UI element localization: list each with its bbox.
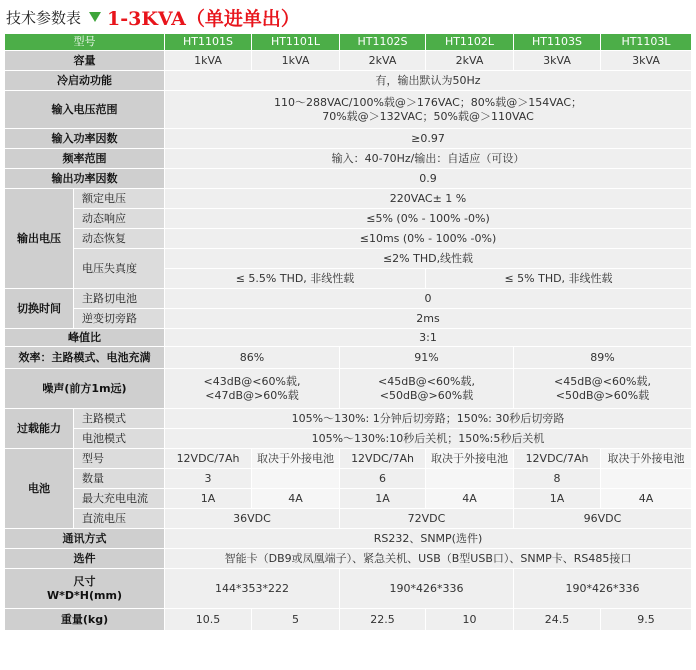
value-cell: 4A: [426, 489, 514, 509]
group-label: 电池: [5, 449, 74, 529]
value-cell: ≤ 5.5% THD, 非线性载: [165, 269, 426, 289]
sub-label: 直流电压: [74, 509, 165, 529]
value-cell: 105%～130%:10秒后关机；150%:5秒后关机: [165, 429, 692, 449]
table-row: [5, 149, 692, 169]
model-cell: HT1102L: [426, 34, 514, 51]
value-cell: [165, 369, 340, 409]
table-row: [5, 347, 692, 369]
value-cell: ≤ 5% THD, 非线性载: [426, 269, 692, 289]
value-cell: 105%～130%: 1分钟后切旁路；150%: 30秒后切旁路: [165, 409, 692, 429]
value-cell: 4A: [252, 489, 340, 509]
value-cell: 3:1: [165, 329, 692, 347]
value-cell: 144*353*222: [165, 569, 340, 609]
sub-label: 主路切电池: [74, 289, 165, 309]
row-label: 频率范围: [5, 149, 165, 169]
table-row: [5, 289, 692, 309]
value-cell: 12VDC/7Ah: [165, 449, 252, 469]
value-cell: 智能卡（DB9或凤凰端子）、紧急关机、USB（B型USB口）、SNMP卡、RS485接口: [165, 549, 692, 569]
row-label: 输入电压范围: [5, 91, 165, 129]
value-cell: 3kVA: [601, 51, 692, 71]
value-cell: 输入：40-70Hz/输出：自适应（可设）: [165, 149, 692, 169]
value-cell: 10: [426, 609, 514, 631]
row-label: 通讯方式: [5, 529, 165, 549]
row-label: 容量: [5, 51, 165, 71]
value-cell: 190*426*336: [340, 569, 514, 609]
input-range-line2: 70%载@＞132VAC；50%载@＞110VAC: [322, 109, 534, 123]
value-cell: 取决于外接电池: [252, 449, 340, 469]
table-row: [5, 429, 692, 449]
value-cell: 取决于外接电池: [426, 449, 514, 469]
table-row: [5, 229, 692, 249]
value-cell: 72VDC: [340, 509, 514, 529]
value-cell: 220VAC± 1 %: [165, 189, 692, 209]
row-label: 型号: [5, 34, 165, 51]
table-row: [5, 91, 692, 129]
value-cell: [426, 469, 514, 489]
value-cell: 3: [165, 469, 252, 489]
size-unit: W*D*H(mm): [47, 588, 122, 602]
table-row: [5, 369, 692, 409]
value-cell: 1kVA: [252, 51, 340, 71]
value-cell: 22.5: [340, 609, 426, 631]
sub-label: 电压失真度: [74, 249, 165, 289]
value-cell: 10.5: [165, 609, 252, 631]
value-cell: 6: [340, 469, 426, 489]
value-cell: ≥0.97: [165, 129, 692, 149]
table-row: [5, 609, 692, 631]
model-cell: HT1103L: [601, 34, 692, 51]
row-label: 冷启动功能: [5, 71, 165, 91]
sub-label: 电池模式: [74, 429, 165, 449]
value-cell: 4A: [601, 489, 692, 509]
group-label: 过载能力: [5, 409, 74, 449]
value-cell: 5: [252, 609, 340, 631]
table-row: [5, 449, 692, 469]
spec-table: [4, 33, 692, 631]
value-cell: 取决于外接电池: [601, 449, 692, 469]
sub-label: 逆变切旁路: [74, 309, 165, 329]
table-row: [5, 209, 692, 229]
row-label: [5, 569, 165, 609]
noise-line: <43dB@<60%载,: [203, 374, 301, 388]
table-row: [5, 71, 692, 91]
value-cell: [340, 369, 514, 409]
row-label: 效率：主路模式、电池充满: [5, 347, 165, 369]
value-cell: 2ms: [165, 309, 692, 329]
row-label: 噪声(前方1m远): [5, 369, 165, 409]
table-row: [5, 509, 692, 529]
value-cell: 24.5: [514, 609, 601, 631]
value-cell: 0.9: [165, 169, 692, 189]
value-cell: 36VDC: [165, 509, 340, 529]
sub-label: 型号: [74, 449, 165, 469]
value-cell: 2kVA: [340, 51, 426, 71]
value-cell: [165, 91, 692, 129]
page-subtitle: 1-3KVA（单进单出）: [107, 7, 300, 30]
table-row: [5, 249, 692, 269]
value-cell: 12VDC/7Ah: [514, 449, 601, 469]
table-row: [5, 469, 692, 489]
table-row: [5, 189, 692, 209]
value-cell: 89%: [514, 347, 692, 369]
noise-line: <47dB@>60%载: [205, 388, 299, 402]
row-label: 峰值比: [5, 329, 165, 347]
table-row: [5, 329, 692, 347]
table-row: [5, 169, 692, 189]
value-cell: 8: [514, 469, 601, 489]
model-cell: HT1101L: [252, 34, 340, 51]
group-label: 切换时间: [5, 289, 74, 329]
value-cell: 1kVA: [165, 51, 252, 71]
table-row: [5, 409, 692, 429]
value-cell: 96VDC: [514, 509, 692, 529]
noise-line: <45dB@<60%载,: [378, 374, 475, 388]
page-title: 技术参数表: [6, 8, 82, 27]
value-cell: 1A: [340, 489, 426, 509]
page-header: [6, 2, 300, 32]
row-label: 输出功率因数: [5, 169, 165, 189]
input-range-line1: 110～288VAC/100%载@＞176VAC；80%载@＞154VAC；: [273, 95, 583, 109]
row-label: 选件: [5, 549, 165, 569]
sub-label: 动态恢复: [74, 229, 165, 249]
value-cell: ≤5% (0% - 100% -0%): [165, 209, 692, 229]
model-cell: HT1103S: [514, 34, 601, 51]
table-row: [5, 529, 692, 549]
value-cell: 91%: [340, 347, 514, 369]
table-row: [5, 129, 692, 149]
row-label: 输入功率因数: [5, 129, 165, 149]
table-row: [5, 34, 692, 51]
value-cell: 86%: [165, 347, 340, 369]
value-cell: [601, 469, 692, 489]
table-row: [5, 309, 692, 329]
triangle-down-icon: [89, 12, 101, 22]
table-row: [5, 549, 692, 569]
noise-line: <50dB@>60%载: [555, 388, 650, 402]
table-row: [5, 51, 692, 71]
value-cell: 3kVA: [514, 51, 601, 71]
value-cell: 1A: [514, 489, 601, 509]
row-label: 重量(kg): [5, 609, 165, 631]
value-cell: [252, 469, 340, 489]
model-cell: HT1102S: [340, 34, 426, 51]
value-cell: 1A: [165, 489, 252, 509]
sub-label: 最大充电电流: [74, 489, 165, 509]
table-row: [5, 569, 692, 609]
value-cell: 12VDC/7Ah: [340, 449, 426, 469]
sub-label: 主路模式: [74, 409, 165, 429]
value-cell: [514, 369, 692, 409]
value-cell: 有，输出默认为50Hz: [165, 71, 692, 91]
value-cell: 190*426*336: [514, 569, 692, 609]
sub-label: 额定电压: [74, 189, 165, 209]
noise-line: <50dB@>60%载: [379, 388, 474, 402]
model-cell: HT1101S: [165, 34, 252, 51]
value-cell: 9.5: [601, 609, 692, 631]
value-cell: RS232、SNMP(选件): [165, 529, 692, 549]
sub-label: 动态响应: [74, 209, 165, 229]
value-cell: ≤10ms (0% - 100% -0%): [165, 229, 692, 249]
size-label: 尺寸: [73, 574, 96, 588]
noise-line: <45dB@<60%载,: [554, 374, 651, 388]
value-cell: ≤2% THD,线性载: [165, 249, 692, 269]
sub-label: 数量: [74, 469, 165, 489]
group-label: 输出电压: [5, 189, 74, 289]
value-cell: 2kVA: [426, 51, 514, 71]
value-cell: 0: [165, 289, 692, 309]
table-row: [5, 489, 692, 509]
